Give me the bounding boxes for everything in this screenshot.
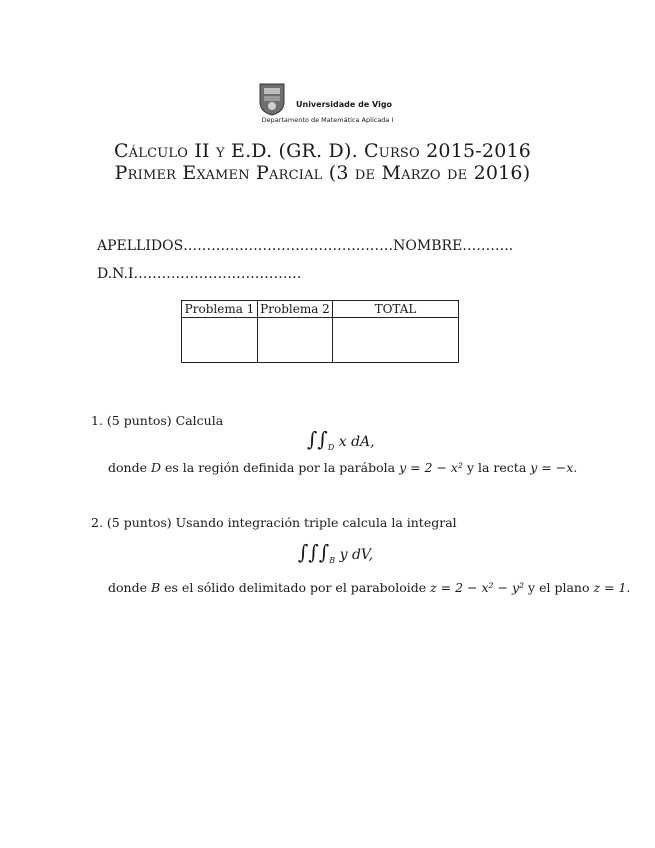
header-problema-2: Problema 2	[258, 301, 333, 318]
score-cell-total	[333, 318, 459, 363]
integrand-1: x dA,	[338, 434, 375, 450]
exam-subtitle: Primer Examen Parcial (3 de Marzo de 2016)	[114, 162, 531, 184]
grades-table	[181, 300, 459, 363]
header-problema-1: Problema 1	[182, 301, 258, 318]
integration-domain-d: D	[327, 442, 335, 452]
triple-integral-symbol: ∫∫∫	[298, 540, 330, 564]
name-fields-line	[97, 238, 513, 254]
where-joiner-2: y el plano	[528, 580, 590, 595]
problem-1-text: (5 puntos) Calcula	[106, 413, 224, 428]
grades-score-row	[182, 318, 459, 363]
plane-equation: z = 1.	[593, 580, 631, 595]
score-cell-problema-2	[258, 318, 333, 363]
nombre-field: NOMBRE………..	[393, 238, 514, 254]
region-var-2: B	[150, 580, 161, 595]
line-equation: y = −x.	[530, 460, 578, 475]
problem-2-statement	[91, 515, 457, 530]
where-prefix-1: donde	[108, 460, 147, 475]
grades-header-row	[182, 301, 459, 318]
problem-1-where	[108, 460, 577, 475]
university-name: Universidade de Vigo	[296, 100, 393, 109]
problem-2-formula	[298, 540, 373, 565]
problem-1-statement	[91, 413, 223, 428]
dni-field: D.N.I………………………………	[97, 266, 302, 282]
parabola-equation: y = 2 − x²	[399, 460, 467, 475]
problem-2-text: (5 puntos) Usando integración triple calcula la integral	[106, 515, 457, 530]
problem-2-number: 2.	[91, 515, 103, 530]
where-text-2: es el sólido delimitado por el paraboloide	[164, 580, 427, 595]
header-total: TOTAL	[333, 301, 459, 318]
integration-domain-b: B	[329, 555, 336, 565]
problem-2-where	[108, 580, 630, 595]
integrand-2: y dV,	[339, 547, 374, 563]
score-cell-problema-1	[182, 318, 258, 363]
double-integral-symbol: ∫∫	[307, 427, 328, 451]
where-text-1: es la región definida por la parábola	[164, 460, 396, 475]
university-crest-logo	[258, 82, 286, 116]
exam-title: Cálculo II y E.D. (GR. D). Curso 2015-2016	[113, 140, 532, 162]
department-name: Departamento de Matemática Aplicada I	[261, 116, 394, 124]
region-var-1: D	[150, 460, 161, 475]
paraboloid-equation: z = 2 − x² − y²	[430, 580, 529, 595]
apellidos-field: APELLIDOS………………………………………	[97, 238, 394, 254]
where-joiner-1: y la recta	[466, 460, 527, 475]
where-prefix-2: donde	[108, 580, 147, 595]
problem-1-number: 1.	[91, 413, 103, 428]
problem-1-formula	[307, 427, 375, 452]
